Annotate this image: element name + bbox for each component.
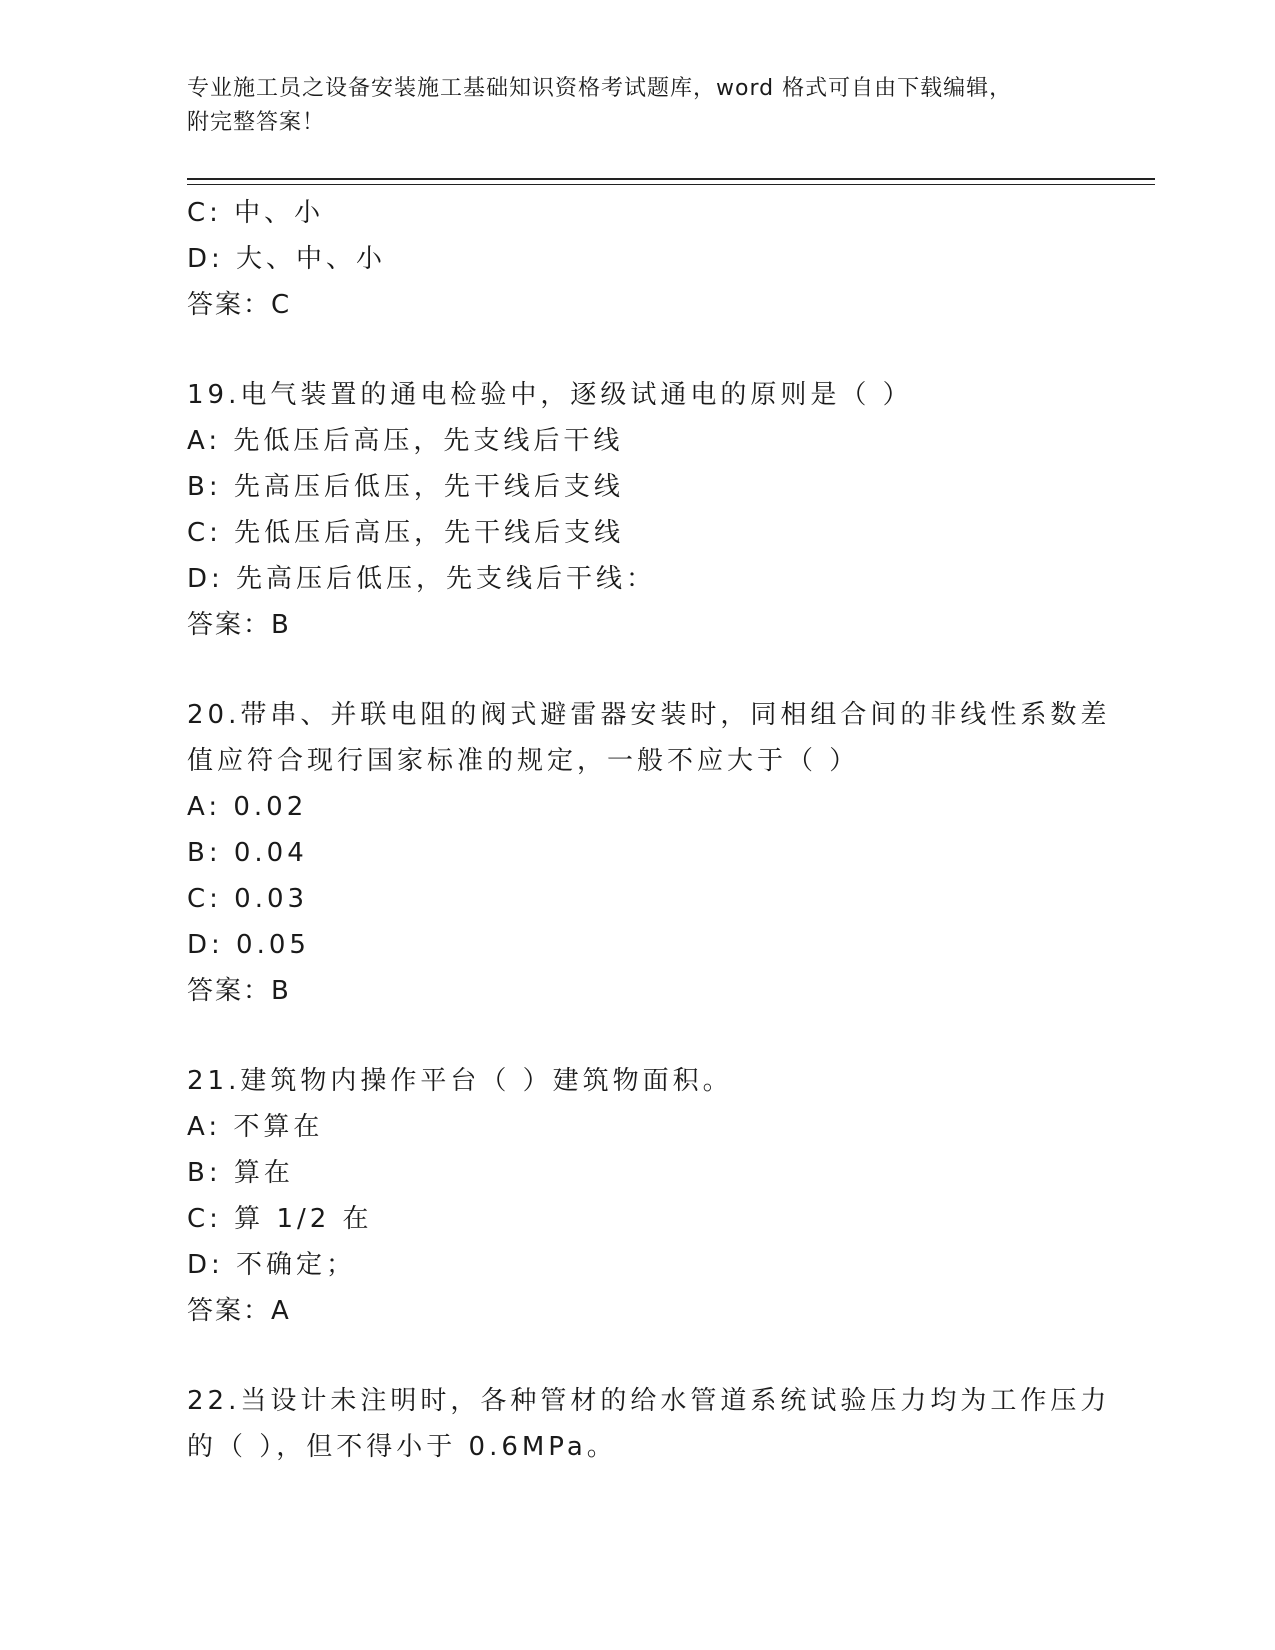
option-d: D: 大、中、小 <box>187 244 387 274</box>
option-a: A: 不算在 <box>187 1112 324 1142</box>
question-20 <box>187 692 1111 1014</box>
option-d: D: 0.05 <box>187 930 310 960</box>
header-line-1: 专业施工员之设备安装施工基础知识资格考试题库，word 格式可自由下载编辑， <box>187 76 1013 101</box>
question-stem-line-2: 值应符合现行国家标准的规定，一般不应大于（ ） <box>187 746 860 776</box>
question-18-tail <box>187 190 1087 328</box>
header-divider-thin <box>187 184 1155 185</box>
option-b: B: 先高压后低压，先干线后支线 <box>187 472 624 502</box>
answer-line: 答案：C <box>187 290 292 320</box>
option-c: C: 0.03 <box>187 884 309 914</box>
option-b: B: 算在 <box>187 1158 294 1188</box>
answer-line: 答案：B <box>187 976 291 1006</box>
question-stem-line-2: 的（ ），但不得小于 0.6MPa。 <box>187 1432 617 1462</box>
question-stem-line-1: 20.带串、并联电阻的阀式避雷器安装时，同相组合间的非线性系数差 <box>187 700 1111 730</box>
question-21 <box>187 1058 1087 1334</box>
option-c: C: 算 1/2 在 <box>187 1204 373 1234</box>
option-b: B: 0.04 <box>187 838 308 868</box>
question-22 <box>187 1378 1111 1470</box>
answer-line: 答案：A <box>187 1296 291 1326</box>
option-c: C: 中、小 <box>187 198 325 228</box>
option-a: A: 0.02 <box>187 792 308 822</box>
question-19 <box>187 372 1087 648</box>
header-line-2: 附完整答案！ <box>187 110 326 135</box>
answer-line: 答案：B <box>187 610 291 640</box>
header-divider-thick <box>187 178 1155 180</box>
document-header <box>187 72 1067 140</box>
question-list <box>187 190 1111 1470</box>
question-stem-line-1: 22.当设计未注明时，各种管材的给水管道系统试验压力均为工作压力 <box>187 1386 1111 1416</box>
option-d: D: 不确定； <box>187 1250 357 1280</box>
option-d: D: 先高压后低压，先支线后干线： <box>187 564 657 594</box>
question-stem: 21.建筑物内操作平台（ ）建筑物面积。 <box>187 1066 733 1096</box>
option-a: A: 先低压后高压，先支线后干线 <box>187 426 624 456</box>
option-c: C: 先低压后高压，先干线后支线 <box>187 518 625 548</box>
question-stem: 19.电气装置的通电检验中，逐级试通电的原则是（ ） <box>187 380 913 410</box>
